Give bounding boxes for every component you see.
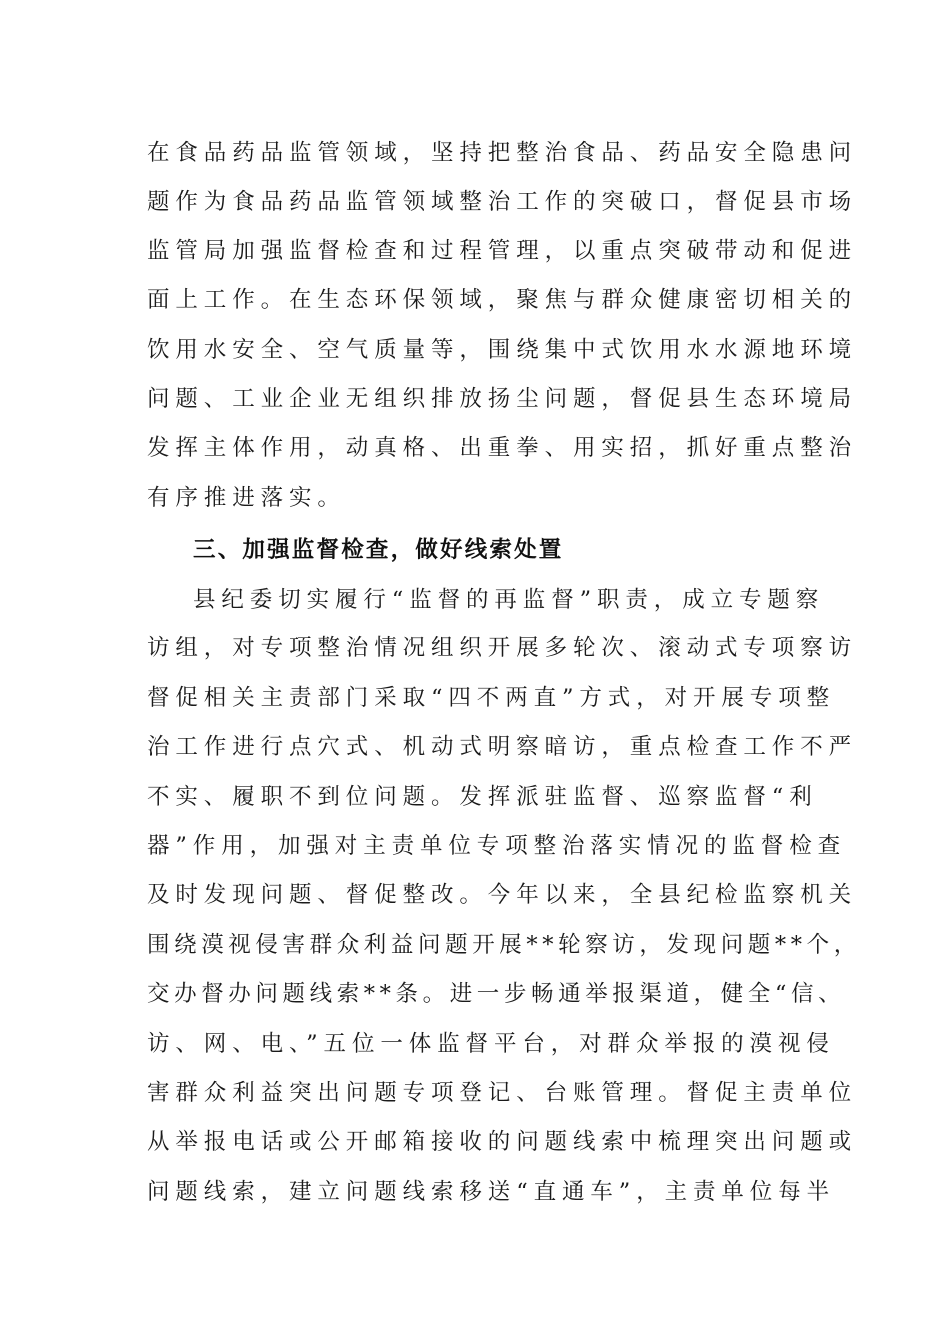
paragraph-1-line-8: 有序推进落实。 — [147, 485, 346, 511]
paragraph-1-line-1: 在食品药品监管领域，坚持把整治食品、药品安全隐患问 — [147, 140, 858, 166]
paragraph-2-line-9: 交办督办问题线索**条。进一步畅通举报渠道，健全“信、 — [147, 981, 846, 1007]
paragraph-2-line-7: 及时发现问题、督促整改。今年以来，全县纪检监察机关 — [147, 882, 858, 908]
paragraph-2-line-6: 器”作用，加强对主责单位专项整治落实情况的监督检查 — [147, 833, 847, 859]
paragraph-2-line-3: 督促相关主责部门采取“四不两直”方式，对开展专项整 — [147, 685, 836, 711]
paragraph-1-line-2: 题作为食品药品监管领域整治工作的突破口，督促县市场 — [147, 189, 858, 215]
paragraph-1-line-4: 面上工作。在生态环保领域，聚焦与群众健康密切相关的 — [147, 287, 858, 313]
paragraph-2-line-11: 害群众利益突出问题专项登记、台账管理。督促主责单位 — [147, 1080, 858, 1106]
section-heading: 三、加强监督检查，做好线索处置 — [193, 537, 564, 563]
paragraph-2-line-2: 访组，对专项整治情况组织开展多轮次、滚动式专项察访 — [147, 635, 858, 661]
paragraph-2-line-8: 围绕漠视侵害群众利益问题开展**轮察访，发现问题**个， — [147, 932, 861, 958]
paragraph-1-line-7: 发挥主体作用，动真格、出重拳、用实招，抓好重点整治 — [147, 435, 858, 461]
paragraph-1-line-5: 饮用水安全、空气质量等，围绕集中式饮用水水源地环境 — [147, 337, 858, 363]
paragraph-2-line-4: 治工作进行点穴式、机动式明察暗访，重点检查工作不严 — [147, 734, 858, 760]
paragraph-2-line-10: 访、网、电、”五位一体监督平台，对群众举报的漠视侵 — [147, 1031, 835, 1057]
paragraph-2-line-13: 问题线索，建立问题线索移送“直通车”，主责单位每半 — [147, 1179, 836, 1205]
paragraph-1-line-6: 问题、工业企业无组织排放扬尘问题，督促县生态环境局 — [147, 386, 858, 412]
paragraph-2-line-5: 不实、履职不到位问题。发挥派驻监督、巡察监督“利 — [147, 784, 818, 810]
paragraph-2-line-12: 从举报电话或公开邮箱接收的问题线索中梳理突出问题或 — [147, 1129, 858, 1155]
paragraph-1-line-3: 监管局加强监督检查和过程管理，以重点突破带动和促进 — [147, 238, 858, 264]
paragraph-2-line-1: 县纪委切实履行“监督的再监督”职责，成立专题察 — [193, 587, 825, 613]
